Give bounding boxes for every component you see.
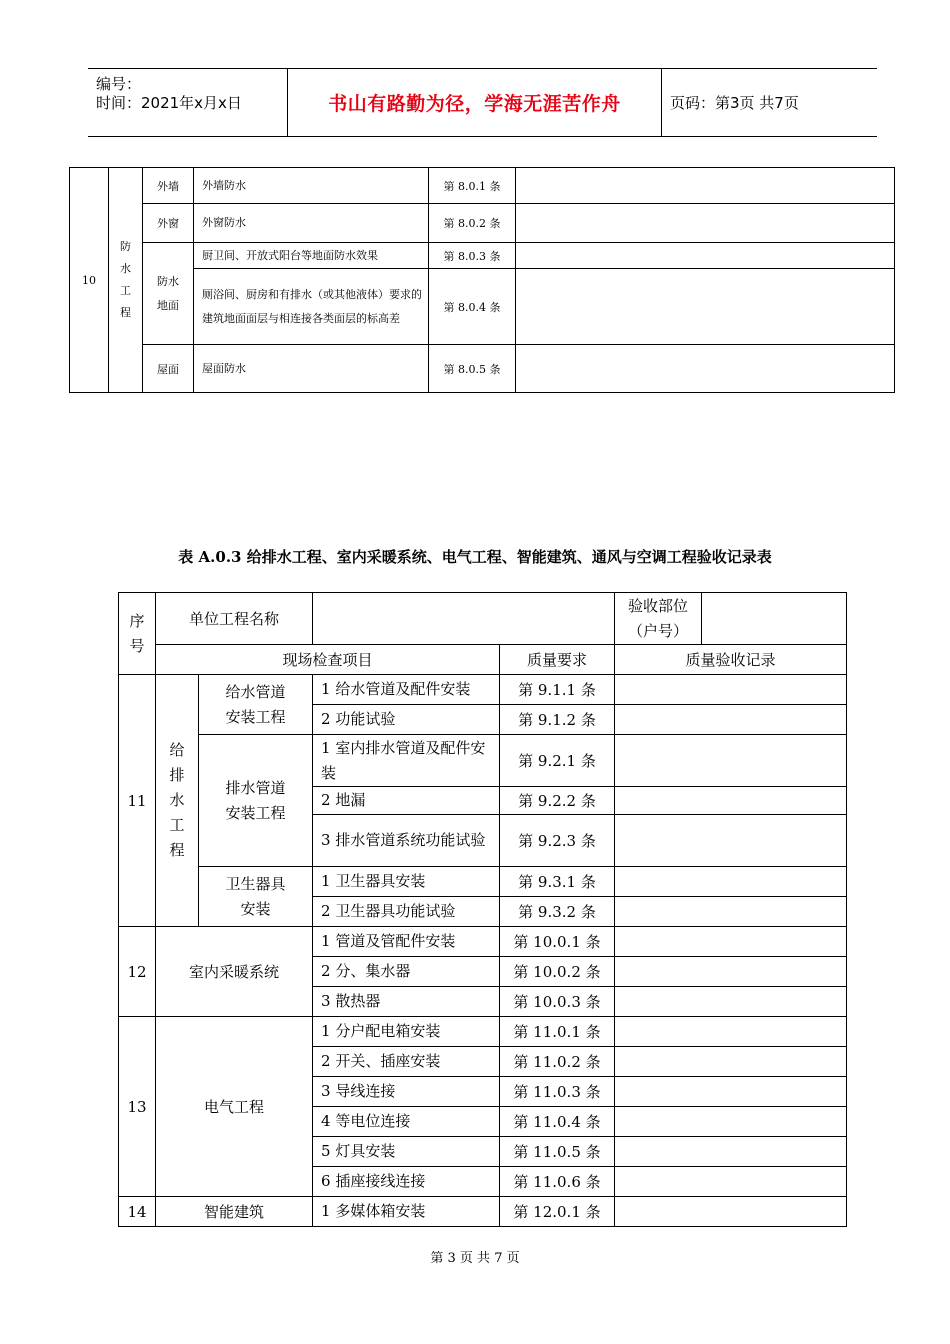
page-header [88, 68, 877, 137]
site-items-header: 现场检查项目 [156, 645, 500, 675]
number-label: 编号： [96, 75, 142, 93]
part-cell: 外墙 [143, 168, 194, 204]
table-row [70, 345, 895, 393]
record-cell[interactable] [615, 957, 847, 987]
item-cell: 2 卫生器具功能试验 [313, 897, 500, 927]
subgroup-label: 排水管道 安装工程 [199, 735, 313, 867]
requirement-cell: 第 9.1.1 条 [500, 675, 615, 705]
requirement-cell: 第 11.0.3 条 [500, 1077, 615, 1107]
item-cell: 屋面防水 [194, 345, 429, 393]
section-category: 电气工程 [156, 1017, 313, 1197]
table-row [70, 269, 895, 345]
section-number: 12 [119, 927, 156, 1017]
requirement-cell: 第 8.0.5 条 [429, 345, 516, 393]
requirement-cell: 第 8.0.2 条 [429, 204, 516, 243]
requirement-cell: 第 9.3.1 条 [500, 867, 615, 897]
requirement-cell: 第 9.2.1 条 [500, 735, 615, 787]
table-row [119, 927, 847, 957]
unit-name-label: 单位工程名称 [156, 593, 313, 645]
unit-name-field[interactable] [313, 593, 615, 645]
header-meta [88, 69, 288, 136]
part-cell: 外窗 [143, 204, 194, 243]
record-cell[interactable] [615, 987, 847, 1017]
subgroup-label: 给水管道 安装工程 [199, 675, 313, 735]
part-cell: 屋面 [143, 345, 194, 393]
item-cell: 厕浴间、厨房和有排水（或其他液体）要求的建筑地面面层与相连接各类面层的标高差 [194, 269, 429, 345]
item-cell: 4 等电位连接 [313, 1107, 500, 1137]
item-cell: 5 灯具安装 [313, 1137, 500, 1167]
requirement-cell: 第 8.0.4 条 [429, 269, 516, 345]
page-footer: 第 3 页 共 7 页 [430, 1251, 520, 1266]
section-category: 防 水 工 程 [109, 168, 143, 393]
table-row [119, 1197, 847, 1227]
requirement-cell: 第 9.2.3 条 [500, 815, 615, 867]
quality-record-header: 质量验收记录 [615, 645, 847, 675]
table-row [119, 1017, 847, 1047]
location-field[interactable] [702, 593, 847, 645]
record-cell[interactable] [516, 269, 895, 345]
record-cell[interactable] [516, 168, 895, 204]
record-cell[interactable] [615, 815, 847, 867]
item-cell: 1 室内排水管道及配件安装 [313, 735, 500, 787]
page-label: 页码：第3页 共7页 [670, 94, 799, 112]
section-number: 13 [119, 1017, 156, 1197]
record-cell[interactable] [615, 1137, 847, 1167]
table-row [119, 645, 847, 675]
item-cell: 1 多媒体箱安装 [313, 1197, 500, 1227]
record-cell[interactable] [615, 1017, 847, 1047]
record-cell[interactable] [615, 867, 847, 897]
requirement-cell: 第 11.0.2 条 [500, 1047, 615, 1077]
record-cell[interactable] [615, 1107, 847, 1137]
requirement-cell: 第 8.0.3 条 [429, 243, 516, 269]
record-cell[interactable] [516, 204, 895, 243]
table-row [119, 735, 847, 787]
table-row [70, 243, 895, 269]
record-cell[interactable] [516, 345, 895, 393]
requirement-cell: 第 11.0.6 条 [500, 1167, 615, 1197]
item-cell: 厨卫间、开放式阳台等地面防水效果 [194, 243, 429, 269]
part-cell: 防水 地面 [143, 243, 194, 345]
table-row [119, 867, 847, 897]
record-cell[interactable] [615, 897, 847, 927]
requirement-cell: 第 11.0.4 条 [500, 1107, 615, 1137]
item-cell: 2 开关、插座安装 [313, 1047, 500, 1077]
seq-header: 序 号 [119, 593, 156, 675]
requirement-cell: 第 12.0.1 条 [500, 1197, 615, 1227]
record-cell[interactable] [615, 1047, 847, 1077]
item-cell: 3 导线连接 [313, 1077, 500, 1107]
item-cell: 1 卫生器具安装 [313, 867, 500, 897]
item-cell: 外窗防水 [194, 204, 429, 243]
table-row [70, 168, 895, 204]
quality-req-header: 质量要求 [500, 645, 615, 675]
section-number: 10 [70, 168, 109, 393]
header-page-cell [662, 69, 877, 136]
subgroup-label: 卫生器具 安装 [199, 867, 313, 927]
requirement-cell: 第 9.2.2 条 [500, 787, 615, 815]
item-cell: 6 插座接线连接 [313, 1167, 500, 1197]
motto: 书山有路勤为径，学海无涯苦作舟 [328, 93, 621, 115]
requirement-cell: 第 10.0.3 条 [500, 987, 615, 1017]
item-cell: 3 散热器 [313, 987, 500, 1017]
record-cell[interactable] [516, 243, 895, 269]
requirement-cell: 第 9.1.2 条 [500, 705, 615, 735]
record-cell[interactable] [615, 1167, 847, 1197]
time-label: 时间：2021年x月x日 [96, 94, 242, 112]
record-cell[interactable] [615, 705, 847, 735]
item-cell: 2 地漏 [313, 787, 500, 815]
section-number: 11 [119, 675, 156, 927]
location-label: 验收部位 （户号） [615, 593, 702, 645]
requirement-cell: 第 9.3.2 条 [500, 897, 615, 927]
item-cell: 2 分、集水器 [313, 957, 500, 987]
section-category: 室内采暖系统 [156, 927, 313, 1017]
record-cell[interactable] [615, 1077, 847, 1107]
record-cell[interactable] [615, 787, 847, 815]
section-category: 智能建筑 [156, 1197, 313, 1227]
table-row [119, 593, 847, 645]
item-cell: 外墙防水 [194, 168, 429, 204]
table-row [119, 675, 847, 705]
item-cell: 2 功能试验 [313, 705, 500, 735]
item-cell: 1 管道及管配件安装 [313, 927, 500, 957]
record-cell[interactable] [615, 1197, 847, 1227]
table-row [70, 204, 895, 243]
item-cell: 1 给水管道及配件安装 [313, 675, 500, 705]
record-cell[interactable] [615, 927, 847, 957]
section-number: 14 [119, 1197, 156, 1227]
waterproof-table [69, 167, 895, 393]
acceptance-table [118, 592, 847, 1227]
table-caption: 表 A.0.3 给排水工程、室内采暖系统、电气工程、智能建筑、通风与空调工程验收记录表 [178, 548, 772, 566]
requirement-cell: 第 10.0.1 条 [500, 927, 615, 957]
requirement-cell: 第 8.0.1 条 [429, 168, 516, 204]
item-cell: 1 分户配电箱安装 [313, 1017, 500, 1047]
requirement-cell: 第 10.0.2 条 [500, 957, 615, 987]
record-cell[interactable] [615, 675, 847, 705]
header-motto-cell [288, 69, 662, 136]
requirement-cell: 第 11.0.5 条 [500, 1137, 615, 1167]
requirement-cell: 第 11.0.1 条 [500, 1017, 615, 1047]
item-cell: 3 排水管道系统功能试验 [313, 815, 500, 867]
record-cell[interactable] [615, 735, 847, 787]
section-category: 给 排 水 工 程 [156, 675, 199, 927]
